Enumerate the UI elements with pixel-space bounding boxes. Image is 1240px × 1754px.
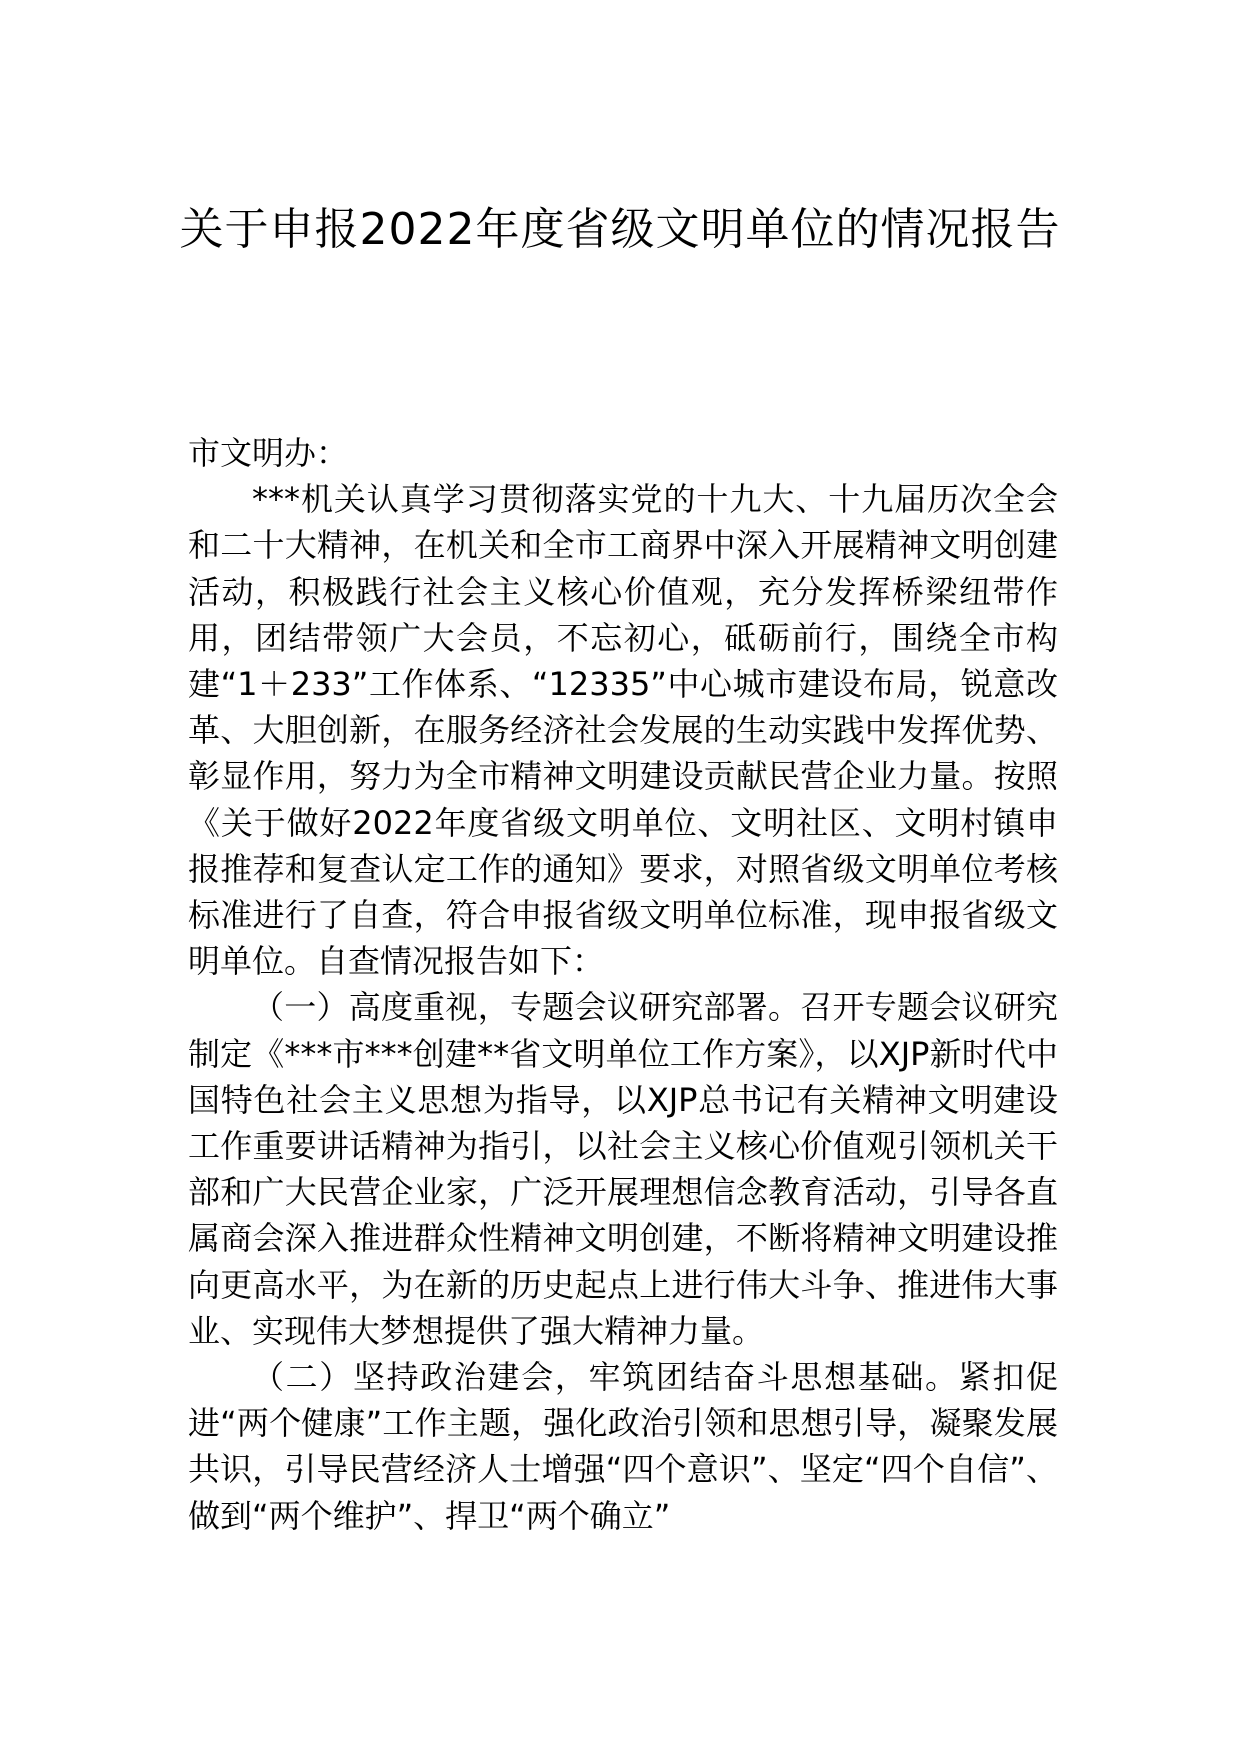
paragraph-intro: ***机关认真学习贯彻落实党的十九大、十九届历次全会和二十大精神，在机关和全市工商界中深入开展精神文明创建活动，积极践行社会主义核心价值观，充分发挥桥梁纽带作用，团结带领广大会员，不忘初心，砥砺前行，围绕全市构建“1＋233”工作体系、“12335”中心城市建设布局，锐意改革、大胆创新，在服务经济社会发展的生动实践中发挥优势、彰显作用，努力为全市精神文明建设贡献民营企业力量。按照《关于做好2022年度省级文明单位、文明社区、文明村镇申报推荐和复查认定工作的通知》要求，对照省级文明单位考核标准进行了自查，符合申报省级文明单位标准，现申报省级文明单位。自查情况报告如下： (188, 480, 1058, 981)
paragraph-section-1: （一）高度重视，专题会议研究部署。召开专题会议研究制定《***市***创建**省文明单位工作方案》，以XJP新时代中国特色社会主义思想为指导，以XJP总书记有关精神文明建设工作重要讲话精神为指引，以社会主义核心价值观引领机关干部和广大民营企业家，广泛开展理想信念教育活动，引导各直属商会深入推进群众性精神文明创建，不断将精神文明建设推向更高水平，为在新的历史起点上进行伟大斗争、推进伟大事业、实现伟大梦想提供了强大精神力量。 (188, 988, 1058, 1350)
salutation: 市文明办： (188, 434, 349, 472)
paragraph-section-2: （二）坚持政治建会，牢筑团结奋斗思想基础。紧扣促进“两个健康”工作主题，强化政治引领和思想引导，凝聚发展共识，引导民营经济人士增强“四个意识”、坚定“四个自信”、做到“两个维护”、捍卫“两个确立” (188, 1358, 1058, 1535)
document-body (188, 430, 1058, 1539)
document-title: 关于申报2022年度省级文明单位的情况报告 (179, 204, 1061, 255)
